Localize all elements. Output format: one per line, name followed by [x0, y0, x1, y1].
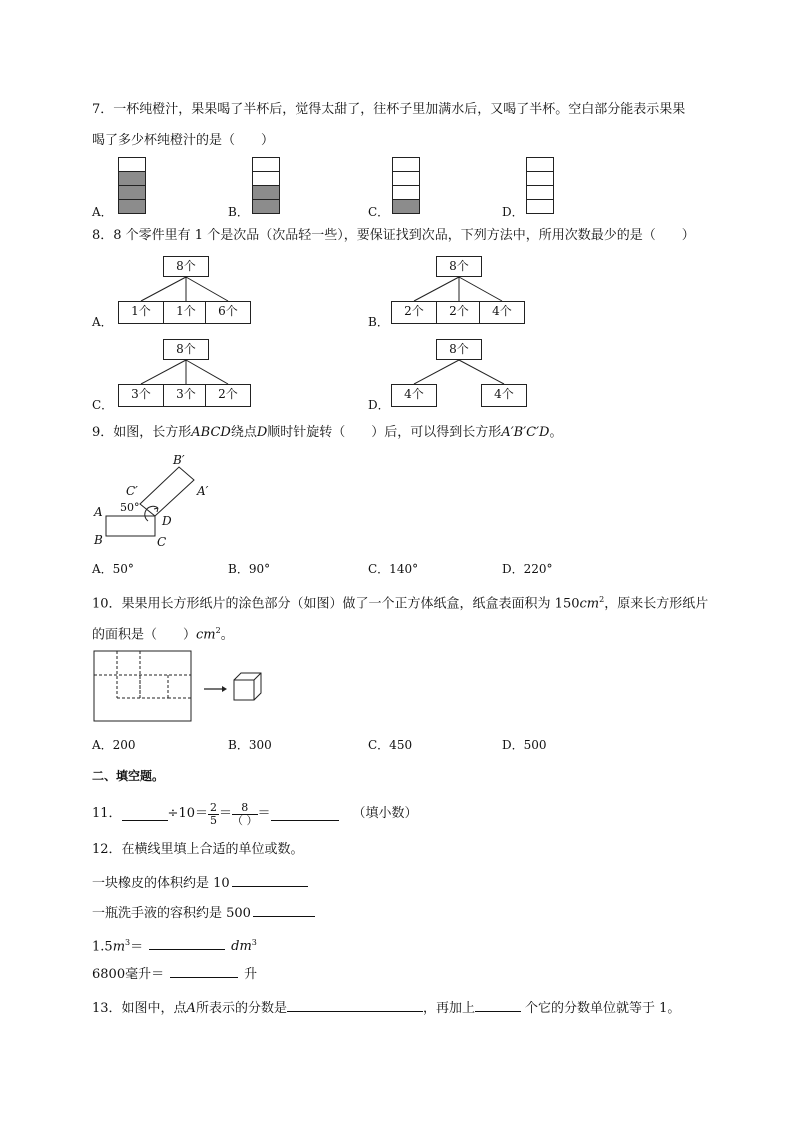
q10-line2: 的面积是（ ）$cm^2$。 [92, 626, 234, 643]
q12-line1: 一块橡皮的体积约是 10 [92, 873, 308, 893]
q10-line1: 10．果果用长方形纸片的涂色部分（如图）做了一个正方体纸盒，纸盒表面积为 $150cm^2$，原来长方形纸片 [92, 595, 709, 612]
q10-option-c[interactable]: C．450 [368, 738, 413, 752]
q10-option-d[interactable]: D．500 [502, 738, 547, 752]
q12-line2: 一瓶洗手液的容积约是 500 [92, 903, 315, 923]
q12-blank-2[interactable] [253, 903, 315, 917]
q8-d-child-box: 4个 [391, 384, 437, 407]
q8-option-c-label[interactable]: C． [92, 398, 114, 412]
q7-line2: 喝了多少杯纯橙汁的是（ ） [92, 133, 275, 148]
q9-label-b: B [94, 533, 103, 547]
q8-option-d-label[interactable]: D． [368, 398, 390, 412]
q8-d-child-box: 4个 [481, 384, 527, 407]
q9-label-d: D [162, 514, 172, 528]
q8-option-a-label[interactable]: A． [92, 315, 113, 329]
q8-c-child-box: 3个 [118, 384, 164, 407]
q10-option-b[interactable]: B．300 [228, 738, 272, 752]
q9-option-c[interactable]: C．140° [368, 562, 419, 576]
q8-b-child-box: 4个 [479, 301, 525, 324]
q8-b-child-box: 2个 [436, 301, 482, 324]
q9-angle-label: 50° [120, 501, 140, 514]
q8-a-child-box: 1个 [163, 301, 209, 324]
q7-line1: 7．一杯纯橙汁，果果喝了半杯后，觉得太甜了，往杯子里加满水后，又喝了半杯。空白部分能表示果果 [92, 102, 686, 117]
q8-b-child-box: 2个 [391, 301, 437, 324]
section-heading: 二、填空题。 [92, 769, 165, 783]
q12-blank-4[interactable] [170, 964, 238, 978]
q8-a-child-box: 6个 [205, 301, 251, 324]
q7-option-b-label[interactable]: B． [228, 205, 249, 219]
q12-text: 12．在横线里填上合适的单位或数。 [92, 842, 304, 857]
q11-blank-1[interactable] [122, 807, 168, 821]
q7-option-c-label[interactable]: C． [368, 205, 390, 219]
q7-option-a-label[interactable]: A． [92, 205, 113, 219]
q9-label-a-prime: A′ [197, 484, 209, 498]
q9-label-c-prime: C′ [126, 484, 138, 498]
q8-c-root-box: 8个 [163, 339, 209, 360]
q13-line: 13．如图中，点A所表示的分数是 ，再加上 个它的分数单位就等于 1。 [92, 998, 680, 1018]
q8-c-child-box: 2个 [205, 384, 251, 407]
q11-line: 11． ÷10＝ $\frac{2}{5}$ ＝ $\frac{8}{( )}$ ＝ （填小数） [92, 800, 418, 827]
q12-blank-1[interactable] [232, 873, 308, 887]
q7-option-d-label[interactable]: D． [502, 205, 524, 219]
q9-option-d[interactable]: D．220° [502, 562, 553, 576]
q8-a-child-box: 1个 [118, 301, 164, 324]
q12-line4: 6800毫升＝ 升 [92, 964, 257, 984]
q11-fraction-2: $\frac{8}{( )}$ [232, 800, 258, 827]
q11-fraction-1: $\frac{2}{5}$ [209, 800, 217, 827]
q8-c-child-box: 3个 [163, 384, 209, 407]
q9-option-b[interactable]: B．90° [228, 562, 271, 576]
q11-blank-2[interactable] [271, 807, 339, 821]
q8-b-root-box: 8个 [436, 256, 482, 277]
q10-option-a[interactable]: A．200 [92, 738, 136, 752]
q9-label-c: C [157, 535, 167, 549]
q12-line3: $1.5m^3= dm^3$ [92, 938, 257, 955]
q8-option-b-label[interactable]: B． [368, 315, 389, 329]
q8-a-root-box: 8个 [163, 256, 209, 277]
q13-blank-2[interactable] [475, 998, 521, 1012]
q8-d-root-box: 8个 [436, 339, 482, 360]
q13-blank-1[interactable] [287, 998, 423, 1012]
q8-text: 8．8 个零件里有 1 个是次品（次品轻一些），要保证找到次品，下列方法中，所用次数最少的是（ ） [92, 228, 695, 243]
q9-label-a: A [94, 505, 103, 519]
q9-text: 9．如图，长方形ABCD绕点D顺时针旋转（ ）后，可以得到长方形A′B′C′D。 [92, 425, 563, 440]
q12-blank-3[interactable] [149, 936, 225, 950]
q9-option-a[interactable]: A．50° [92, 562, 134, 576]
q9-label-b-prime: B′ [173, 453, 185, 467]
